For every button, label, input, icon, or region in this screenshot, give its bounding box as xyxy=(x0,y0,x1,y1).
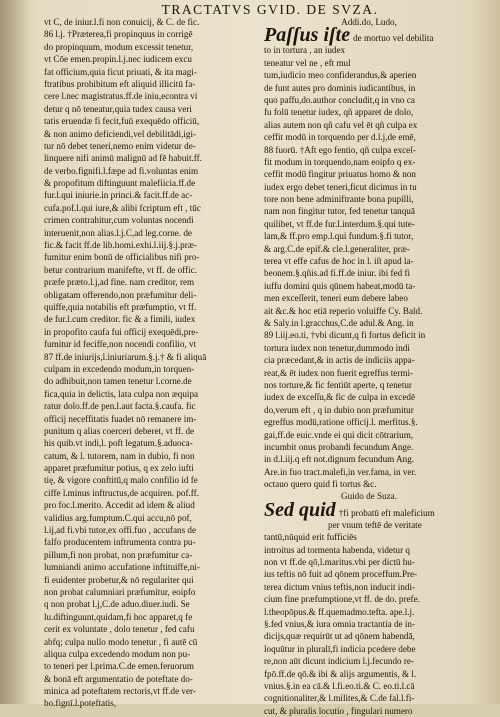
right-column-line: incumbit onus probandi fecundum Ange. xyxy=(264,441,414,452)
right-column xyxy=(264,16,474,717)
binding-shadow xyxy=(0,0,30,704)
left-column-line: cerit ex voluntate , dolo tenetur , fed cafu xyxy=(44,624,195,635)
right-column-line: tore non bene adminiftrante bona pupilli, xyxy=(264,194,414,205)
left-column-line: vt C, de iniur.l.fi non conuicij, & C. de fic. xyxy=(44,17,200,27)
left-column-line: do adhibuit,non tamen tenetur l.corne.de xyxy=(44,376,192,387)
guido-label: Guido de Suza. xyxy=(340,491,397,502)
left-column-line: culpam in excedendo modum,in torquen- xyxy=(44,363,195,374)
left-column-line: minica ad poteftatem rectoris,vt ff.de ver- xyxy=(44,686,196,697)
left-column-line: de verbo.fignifi.l.fæpe ad fi.voluntas enim xyxy=(44,165,199,176)
left-column-line: ratur dolo.ff.de pen.l.aut facta.§.caufa. fic xyxy=(44,401,196,412)
left-column-line: abfq; culpa nullo modo tenetur , fi autē cū xyxy=(44,636,198,647)
right-column-line: tum,iudicio meo confiderandus,& aperien xyxy=(264,70,417,81)
right-column-line: de funt autes pro dominis iudicantibus, in xyxy=(264,82,416,93)
right-paragraph-1 xyxy=(264,44,474,490)
left-column-line: crimen contrahitur,cum voluntas nocendi xyxy=(44,215,194,226)
left-column-line: fumitur id feciffe,non nocendi confilio, vt xyxy=(44,339,197,350)
left-column-line: catum, & l. tutorem, nam in dubio, fi non xyxy=(44,450,195,461)
left-column-line: non probat calumniari præfumitur, eoipfo xyxy=(44,586,196,597)
right-column-line: fit modum in torquendo,nam eoipfo q ex- xyxy=(264,156,416,167)
left-column-line: de fur.l.cum creditor. fic & a fimili, iudex xyxy=(44,314,196,325)
left-column-line: fat officium,quia ficut priuati, & ita magi- xyxy=(44,66,197,77)
right-column-line: & arg.C.de epif.& cle.l.generaliter, præ- xyxy=(264,243,410,254)
addition-label: Addi.do, Ludo, xyxy=(341,17,397,27)
right-column-line: terea dictum vnius teftis,non inducit indi- xyxy=(264,581,416,592)
left-column-line: fi euidenter probetur,& nō regulariter qui xyxy=(44,574,194,585)
left-column-line: aliqua culpa excedendo modum non pu- xyxy=(44,648,191,659)
left-column-line: do propinquum, modum excessit tenetur, xyxy=(44,41,194,52)
right-column-line: alias autem non qñ cafu vel ēt qñ culpa ex xyxy=(264,119,418,130)
left-column-line: l.ij,ad fi.vbi tutor,ex offi.fuo , accufans de xyxy=(44,525,197,536)
left-column-line: in propofito caufa fui officij exequēdi,pre- xyxy=(44,326,199,337)
right-column-line: to in tortura , an iudex xyxy=(264,45,346,56)
left-column-line: præfe præto.l.j,ad fine. nam creditor, rem xyxy=(44,277,195,288)
left-column-line: 87 ff.de iniurijs,l.iniuriarum.§.j.† & fi aliquā xyxy=(44,351,207,362)
right-column-line: l.theopōpus.& ff.quemadmo.tefta. ape.l.j. xyxy=(264,606,415,617)
right-column-line: cut, & pluralis locutio , fingulari numero xyxy=(264,705,413,716)
right-column-line: in d.l.iij.q eft not.dignum fecundum Ang. xyxy=(264,454,415,465)
right-column-line: fu folū tenetur iudex, qñ apparet de dolo, xyxy=(264,107,414,118)
left-column-line: detur q nō teneatur,quia tudex causa veri xyxy=(44,103,192,114)
right-column-line: iudex de exceſſu,& fic de culpa in excedē xyxy=(264,392,415,403)
left-column-line: apparet præfumitur potius, q ex zelo iufti xyxy=(44,463,194,474)
right-column-line: octauo quero quid fi tortus &c. xyxy=(264,479,377,490)
right-column-line: cognitionaliter,& l.milites,& C.de fal.l.fi- xyxy=(264,693,415,704)
right-column-line: non vt ff.de qō,l.maritus.vbi per dictū hu- xyxy=(264,557,415,568)
left-column-line: q non probat l.j,C.de aduo.diuer.iudi. Se xyxy=(44,599,190,610)
right-column-line: ceffit modū fingitur priuatus homo & non xyxy=(264,169,416,180)
right-column-line: loquūtur in pluralī,fi indicia pcedere debe xyxy=(264,643,416,654)
left-column-line: fic.& facit ff.de lib.homi.exhi.l.iij.§.j.præ- xyxy=(44,240,197,251)
left-column-line: interuenit,non alias.l.j.C,ad leg.corne. de xyxy=(44,227,192,238)
right-column-line: reat,& ēt iudex non fuerit egreffus termi- xyxy=(264,367,414,378)
right-column-line: introitus ad tormenta habenda, videtur q xyxy=(264,544,410,555)
left-column-line: obligatam offerendo,non præfumitur deli- xyxy=(44,289,197,300)
lead2-word: Sed quid xyxy=(264,498,336,521)
left-column-line: fica,quia in delictis, lata culpa non æquipa xyxy=(44,388,199,399)
right-column-line: do,verum eft , q in dubio non præfumitur xyxy=(264,404,414,415)
right-column-line: re,non aūt dicunt indicium l.j.fecundo re- xyxy=(264,656,415,667)
left-column-line: & non animo deficiendi,vel debilitādi,igi- xyxy=(44,128,197,139)
right-column-line: egreffus modū,ratione officij.l. merfitus.§. xyxy=(264,417,418,428)
right-column-line: quo paffu,do.author concludit,q in vno ca xyxy=(264,94,415,105)
right-column-line: terea vt effe cafus de hoc in l. iſt apud la- xyxy=(264,256,414,267)
right-column-line: nos torture,& fic fentiūt aperte, q tenetur xyxy=(264,379,412,390)
left-column-line: betur contrarium manifefte, vt ff. de offic. xyxy=(44,264,197,275)
left-column-line: pro foc.l.merito. Accedit ad idem & aliud xyxy=(44,500,195,511)
running-header: TRACTATVS GVID. DE SVZA. xyxy=(161,2,379,17)
left-column-line: to teneri per l.prima.C.de emen.feruorum xyxy=(44,661,195,672)
left-column-line: fumitur enim bonū de officialibus nifi pro- xyxy=(44,252,200,263)
right-paragraph-2 xyxy=(264,531,474,717)
left-column-line: officij neceffitatis fuadet nō remanere im- xyxy=(44,413,197,424)
lead2-paragraph-line: Sed quid †fi probatū eft maleficium xyxy=(264,498,435,521)
right-column-line: tantū,nūquid erit fufficiēs xyxy=(264,532,357,543)
right-column-line: Are.in fuo tract.malefi,in ver.fama, in ver. xyxy=(264,466,417,477)
right-column-line: gai,ff.de euic.vnde ei qui dicit cōtrarium, xyxy=(264,429,414,440)
left-column-line: ftratibus prohibitum eft aliquid illicitū fa- xyxy=(44,78,196,89)
right-column-line: nam non fingitur tutor, fed tenetur tanquā xyxy=(264,206,415,217)
right-column-line: beonem.§.qñis.ad fi.ff.de iniur. ibi fed fi xyxy=(264,268,411,279)
left-column-line: tur nō debet teneri,nemo enim videtur de- xyxy=(44,140,196,151)
left-column xyxy=(44,16,260,710)
lead-paragraph-line: Paſſus iſte de mortuo vel debilita xyxy=(264,24,434,47)
left-column-line: vt Cōe emen.propin.l.j.nec iudicem excu xyxy=(44,54,192,65)
lead-word: Paſſus iſte xyxy=(264,24,351,47)
right-column-line: lam,& ff.pro emp.l.qui fundum.§.fi tutor, xyxy=(264,231,414,242)
right-column-line: ait &c.& hoc etiā reperio voluiffe Cy. Bald. xyxy=(264,305,423,316)
right-column-line: dicijs,quæ requirūt ut ad qōnem habendā, xyxy=(264,631,415,642)
right-column-line: iuffu domini quis qūnem habeat,modū ta- xyxy=(264,280,416,291)
right-column-line: men exceſſerit, teneri eum debere labeo xyxy=(264,293,408,304)
left-column-line: fur.l.qui iniurie.in princi.& facit.ff.de ac- xyxy=(44,190,193,201)
left-column-line: falfo producentem inftrumenta contra pu- xyxy=(44,537,196,548)
left-column-line: punitum q alias coerceri deberet, vt ff. de xyxy=(44,425,195,436)
right-column-line: iudex ergo debet teneri,ficut dicimus in tu xyxy=(264,181,417,192)
left-column-line: & bonā eft argumentatio de poteftate do- xyxy=(44,673,193,684)
left-column-line: quiffe,quia notabilis eft præfumptio, vt ff. xyxy=(44,301,197,312)
right-column-line: 88 fuorū. †Aft ego fentio, qñ culpa exceſ- xyxy=(264,144,416,155)
lead2-line2: per vnum teftē de veritate xyxy=(328,519,422,530)
left-column-line: ciffe l.minus inftructus,de acquiren. pof.ff. xyxy=(44,487,199,498)
left-column-line: cere l.nec magistratus.ff.de iniu,econtra vi xyxy=(44,91,198,102)
left-column-line: & propofitum diftinguunt malefiicia.ff.de xyxy=(44,178,196,189)
right-column-line: fpō.ff.de qō.& ibi & alijs argumentis, & l. xyxy=(264,668,417,679)
right-column-line: cium fine præfumptione,vt ff. de do. prefe. xyxy=(264,594,420,605)
left-column-line: 86 l.j. †Præterea,fi propinquus in corrigē xyxy=(44,29,193,40)
right-column-line: cia præcedant,& in actis de indiciis appa- xyxy=(264,355,415,366)
right-column-line: teneatur vel ne , eft mul xyxy=(264,57,351,68)
left-column-line: lu.diftinguunt,quidam,fi hoc apparet,q fe xyxy=(44,611,193,622)
left-column-line: his quib.vt indi,l. poft legatum.§.aduoca- xyxy=(44,438,193,449)
right-column-line: tortura iudex non tenetur,dummodo indi xyxy=(264,342,410,353)
left-column-line: bo.fignī.l.poteftatis, xyxy=(44,698,116,709)
right-column-line: & Saly.in l.gracchus,C.de adul.& Ang. in xyxy=(264,317,414,328)
right-column-line: ius teftis nō fuit ad qōnem proceffum.Pre- xyxy=(264,569,418,580)
left-column-line: pillum,fi non probat, non præfumitur ca- xyxy=(44,549,193,560)
right-column-line: vnius.§.in ea cā.& l.fi.eo.ti.& C. eo.ti.l.cā xyxy=(264,680,415,691)
right-column-line: ceffit modū in torquendo per d.l.j,de emē, xyxy=(264,132,416,143)
left-column-line: linquere nifi animū malignū ad fē habuit.ff. xyxy=(44,153,202,164)
left-column-line: tię, & vigore conftitū,q malo confilio id fe xyxy=(44,475,198,486)
left-column-line: tatis eruendæ fi fecit,fuū exequēdo officiū, xyxy=(44,116,200,127)
left-column-line: lumniandi animo accufatione inftituiffe,ni- xyxy=(44,562,200,573)
left-column-line: cufa.pof.l.qui iure,& alibi fcriptum eft , tūc xyxy=(44,202,201,213)
left-column-line: validius arg.fumptum.C.qui accu,nō pof, xyxy=(44,512,192,523)
right-column-line: 89 l.iij.eo.ti, †vbi dicunt,q fi fortus deficit in xyxy=(264,330,426,341)
right-column-line: quilibet, vt ff.de fur.l.interdum.§.qui tute- xyxy=(264,218,415,229)
right-column-line: §.fed vnius,& iura omnia tractantia de in- xyxy=(264,618,416,629)
